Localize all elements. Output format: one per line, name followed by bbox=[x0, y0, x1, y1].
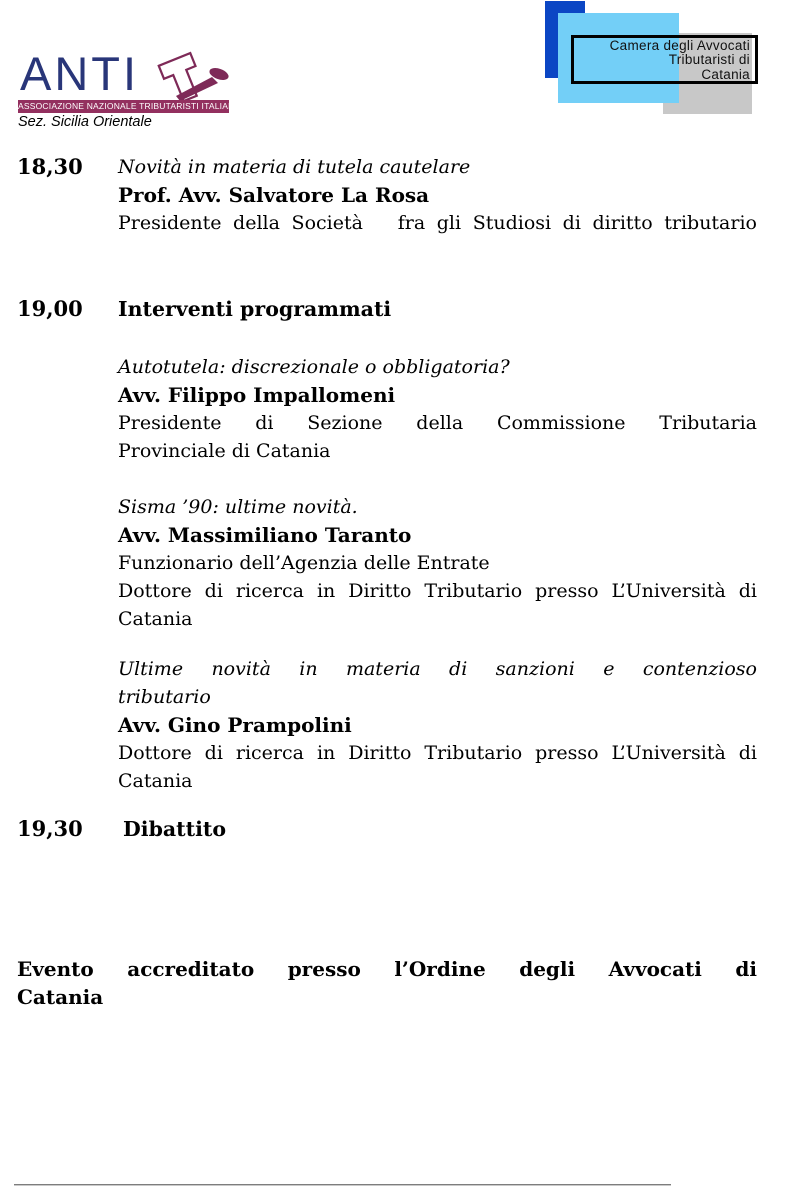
agenda-item-1830 bbox=[17, 153, 757, 237]
program bbox=[17, 153, 757, 843]
talk-title: Sisma ’90: ultime novità. bbox=[118, 496, 358, 518]
agenda-item-1900 bbox=[17, 295, 757, 795]
camera-logo-line: Camera degli Avvocati bbox=[609, 38, 750, 53]
talk bbox=[118, 353, 757, 465]
camera-logo-box bbox=[571, 35, 758, 84]
speaker-role: Provinciale di Catania bbox=[118, 440, 331, 462]
anti-logo-text: ANTI bbox=[20, 47, 140, 100]
speaker-role: Catania bbox=[118, 608, 193, 630]
time-label: 18,30 bbox=[17, 154, 83, 179]
speaker-role: Dottore di ricerca in Diritto Tributario presso L’Università di bbox=[118, 580, 757, 602]
time-label: 19,00 bbox=[17, 296, 83, 321]
speaker-name: Avv. Filippo Impallomeni bbox=[118, 383, 396, 407]
accreditation-line: Evento accreditato presso l’Ordine degli Avvocati di bbox=[17, 957, 757, 981]
session-heading: Interventi programmati bbox=[118, 297, 392, 321]
agenda-item-content bbox=[118, 815, 757, 843]
time-label: 19,30 bbox=[17, 816, 83, 841]
speaker-name: Avv. Massimiliano Taranto bbox=[118, 523, 412, 547]
talk-title: Ultime novità in materia di sanzioni e contenzioso bbox=[118, 658, 757, 680]
bottom-rule bbox=[14, 1184, 671, 1186]
speaker-role: Catania bbox=[118, 770, 193, 792]
agenda-item-content bbox=[118, 153, 757, 237]
anti-banner: ASSOCIAZIONE NAZIONALE TRIBUTARISTI ITALIANI bbox=[18, 101, 237, 111]
talk-title: tributario bbox=[118, 686, 211, 708]
anti-section-label: Sez. Sicilia Orientale bbox=[18, 114, 152, 130]
agenda-item-1930 bbox=[17, 815, 757, 843]
talk bbox=[118, 493, 757, 633]
session-heading: Dibattito bbox=[123, 817, 227, 841]
speaker-role: Funzionario dell’Agenzia delle Entrate bbox=[118, 552, 490, 574]
accreditation-line: Catania bbox=[17, 985, 104, 1009]
speaker-role: Presidente della Società fra gli Studiosi di diritto tributario bbox=[118, 212, 757, 234]
speaker-role: Presidente di Sezione della Commissione Tributaria bbox=[118, 412, 757, 434]
speaker-role: Dottore di ricerca in Diritto Tributario presso L’Università di bbox=[118, 742, 757, 764]
accreditation-note bbox=[17, 955, 757, 1011]
talk-title: Novità in materia di tutela cautelare bbox=[118, 156, 471, 178]
speaker-name: Avv. Gino Prampolini bbox=[118, 713, 352, 737]
talk bbox=[118, 655, 757, 795]
agenda-item-content bbox=[118, 295, 757, 795]
header bbox=[0, 0, 800, 145]
speaker-name: Prof. Avv. Salvatore La Rosa bbox=[118, 183, 430, 207]
camera-logo-line: Catania bbox=[701, 66, 750, 82]
talk-title: Autotutela: discrezionale o obbligatoria? bbox=[118, 356, 510, 378]
camera-logo-line: Tributaristi di bbox=[668, 52, 750, 68]
